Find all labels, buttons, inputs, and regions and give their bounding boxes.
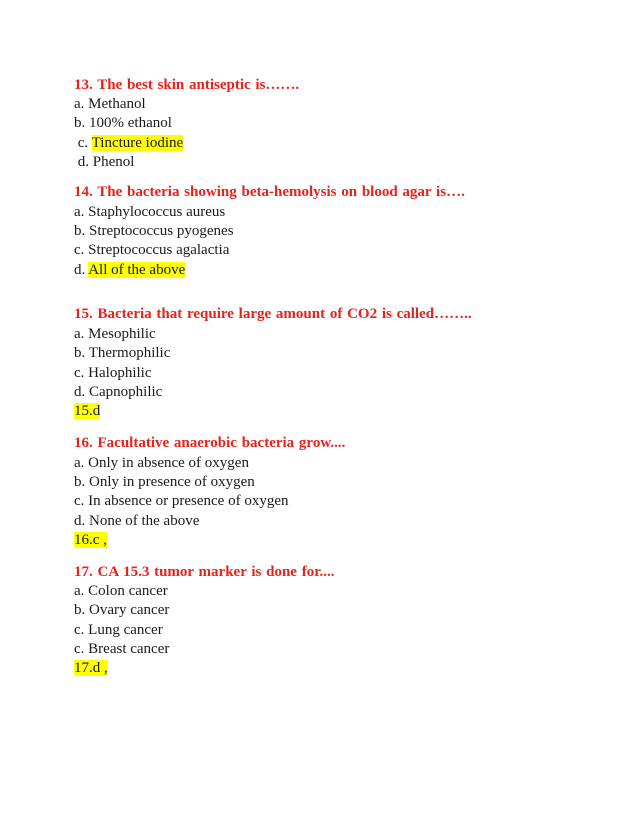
option-text: Phenol [92,154,135,170]
question-17-option-b [74,601,169,619]
option-text: Capnophilic [89,384,163,400]
option-prefix: b. [74,223,89,239]
option-prefix: c. [74,135,92,151]
question-15-option-d [74,383,162,401]
answer-key: 16.c , [74,532,107,548]
question-16-title: 16. Facultative anaerobic bacteria grow.... [74,435,346,451]
option-prefix: d. [74,384,89,400]
question-15-option-a [74,325,156,343]
question-16-option-a [74,454,249,472]
question-16-option-b [74,473,255,491]
question-14-title: 14. The bacteria showing beta-hemolysis on blood agar is…. [74,184,465,200]
option-prefix: c. [74,242,89,258]
option-text: Streptococcus pyogenes [89,223,234,239]
question-14-option-b [74,222,234,240]
question-13-option-a [74,95,146,113]
option-prefix: c. [74,493,89,509]
question-17-title: 17. CA 15.3 tumor marker is done for.... [74,564,335,580]
option-text: None of the above [89,513,200,529]
highlighted-answer: Tincture iodine [91,135,184,151]
question-17-option-d [74,640,169,658]
option-prefix: c. [74,622,89,638]
option-text: In absence or presence of oxygen [88,493,289,509]
option-prefix: a. [74,583,89,599]
option-prefix: c. [74,641,89,657]
option-prefix: d. [74,513,89,529]
option-text: Only in presence of oxygen [89,474,255,490]
question-16-answer [74,531,107,549]
question-16-option-d [74,512,199,530]
option-prefix: a. [74,96,89,112]
option-prefix: b. [74,602,89,618]
answer-key: 15.d [74,403,101,419]
question-17-answer [74,659,108,677]
answer-key: 17.d , [74,660,108,676]
option-prefix: b. [74,115,89,131]
question-14-option-d [74,261,185,279]
highlighted-answer: All of the above [88,262,186,278]
option-prefix: c. [74,365,89,381]
option-prefix: d. [74,262,89,278]
option-text: Lung cancer [88,622,163,638]
option-prefix: a. [74,204,89,220]
question-17-option-a [74,582,168,600]
question-16-option-c [74,492,289,510]
question-13-option-d [74,153,134,171]
option-text: Halophilic [88,365,152,381]
option-prefix: b. [74,345,89,361]
question-15-option-c [74,364,152,382]
question-14-option-a [74,203,225,221]
option-prefix: d. [74,154,93,170]
question-13-option-b [74,114,172,132]
option-prefix: a. [74,455,89,471]
question-13-title: 13. The best skin antiseptic is……. [74,77,300,93]
question-15-option-b [74,344,170,362]
question-13-option-c [74,134,183,152]
question-17-option-c [74,621,163,639]
option-text: Only in absence of oxygen [88,455,249,471]
option-text: Colon cancer [88,583,168,599]
option-text: Mesophilic [88,326,156,342]
option-text: 100% ethanol [89,115,172,131]
option-text: Streptococcus agalactia [88,242,230,258]
question-15-answer [74,402,100,420]
option-text: Staphylococcus aureus [88,204,226,220]
option-text: Thermophilic [88,345,171,361]
option-prefix: a. [74,326,89,342]
option-prefix: b. [74,474,89,490]
option-text: Methanol [88,96,146,112]
question-15-title: 15. Bacteria that require large amount of CO2 is called…….. [74,306,472,322]
option-text: Ovary cancer [89,602,170,618]
option-text: Breast cancer [88,641,170,657]
question-14-option-c [74,241,229,259]
